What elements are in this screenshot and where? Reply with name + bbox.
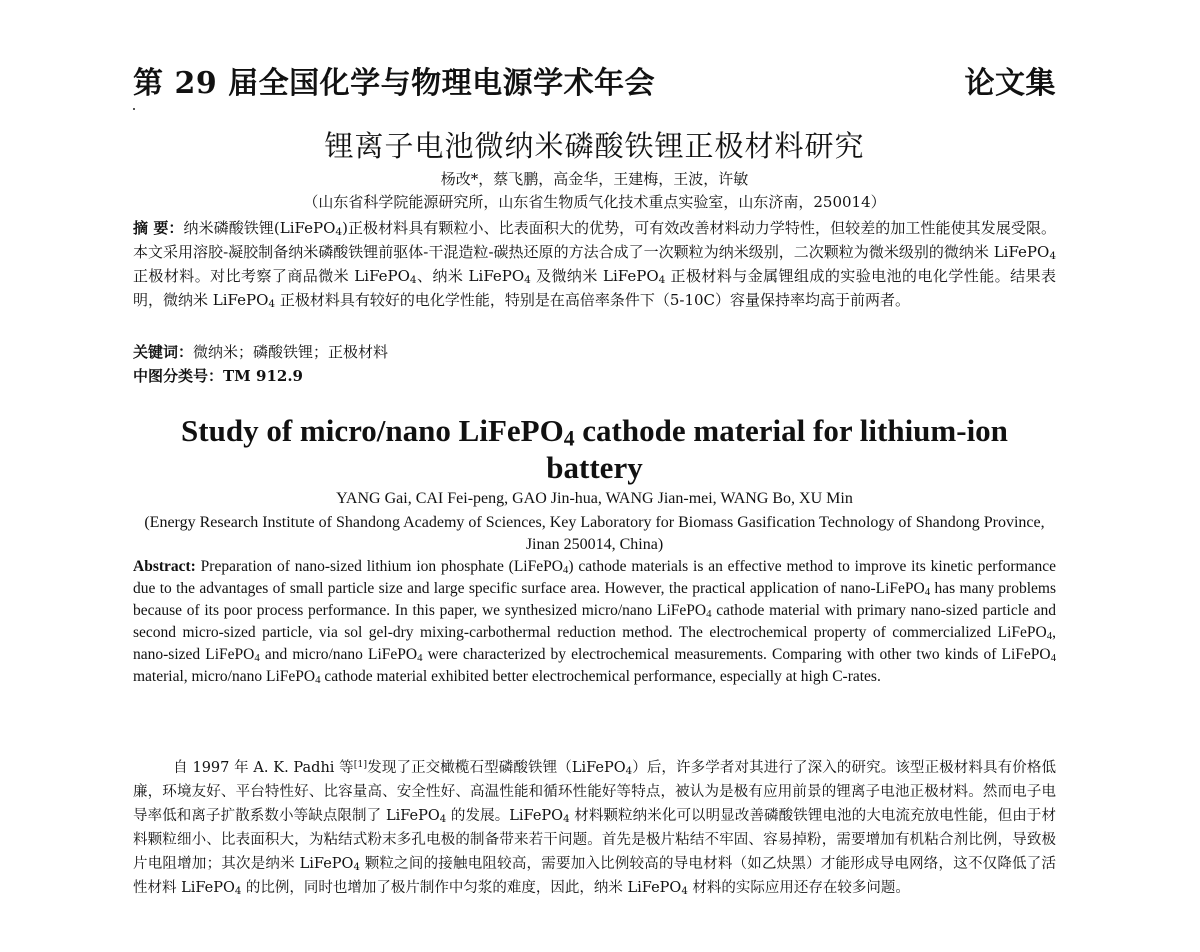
keywords-value: 微纳米；磷酸铁锂；正极材料 bbox=[193, 343, 389, 361]
abstract-text: and micro/nano LiFePO bbox=[259, 646, 418, 663]
subscript: 4 bbox=[524, 274, 531, 287]
title-text: Study of micro/nano LiFePO bbox=[181, 413, 564, 448]
abstract-text: 正极材料与金属锂组成的实验电池的电化学性能。结果表明，微纳米 LiFePO bbox=[133, 267, 1056, 309]
classification-label: 中图分类号： bbox=[133, 367, 224, 385]
chinese-affiliation: （山东省科学院能源研究所，山东省生物质气化技术重点实验室，山东济南，250014） bbox=[303, 193, 886, 211]
subscript: 4 bbox=[706, 608, 712, 621]
abstract-text: has many problems because of its poor process performance. In this paper, we synthesized micro/nano LiFePO bbox=[133, 580, 1056, 619]
abstract-text: 正极材料。对比考察了商品微米 LiFePO bbox=[133, 267, 410, 285]
body-text: 的发展。LiFePO bbox=[446, 808, 564, 824]
subscript: 4 bbox=[1049, 250, 1056, 263]
abstract-text: material, micro/nano LiFePO bbox=[133, 668, 316, 685]
abstract-text: 正极材料具有较好的电化学性能，特别是在高倍率条件下（5-10C）容量保持率均高于前两者。 bbox=[275, 291, 911, 309]
subscript: 4 bbox=[681, 886, 688, 898]
running-header bbox=[133, 58, 1056, 102]
abstract-text: cathode material exhibited better electrochemical performance, especially at high C-rates. bbox=[320, 668, 881, 685]
body-text: 自 1997 年 A. K. Padhi 等 bbox=[173, 760, 354, 776]
subscript: 4 bbox=[562, 564, 569, 577]
abstract-text: )正极材料具有颗粒小、比表面积大的优势，可有效改善材料动力学特性，但较差的加工性能使其发展受限。本文采用溶胶-凝胶制备纳米磷酸铁锂前驱体-干混造粒-碳热还原的方法合成了一次颗粒为纳米级别，二次颗粒为微米级别的微纳米 LiFePO bbox=[133, 219, 1057, 261]
conference-name: 第 29 届全国化学与物理电源学术年会 bbox=[133, 66, 656, 101]
subscript: 4 bbox=[563, 814, 570, 826]
classification-number bbox=[133, 365, 303, 386]
subscript: 4 bbox=[234, 886, 242, 898]
collection-label: 论文集 bbox=[964, 66, 1056, 101]
english-title bbox=[133, 412, 1056, 486]
abstract-text: 、纳米 LiFePO bbox=[416, 267, 525, 285]
subscript: 4 bbox=[439, 814, 447, 826]
body-text: 颗粒之间的接触电阻较高，需要加入比例较高的导电材料（如乙炔黑）才能形成导电网络，这不仅降低了活性材料 LiFePO bbox=[133, 856, 1057, 896]
chinese-authors: 杨改*，蔡飞鹏，高金华，王建梅，王波，许敏 bbox=[440, 170, 749, 188]
body-text: ）后，许多学者对其进行了深入的研究。该型正极材料具有价格低廉，环境友好、平台特性好、比容量高、安全性好、高温性能和循环性能好等特点，被认为是极有应用前景的锂离子电池正极材料。然而电子电导率低和离子扩散系数小等缺点限制了 LiFePO bbox=[133, 760, 1056, 824]
body-text: 发现了正交橄榄石型磷酸铁锂（LiFePO bbox=[367, 760, 626, 776]
subscript: 4 bbox=[335, 226, 343, 239]
citation-reference[interactable]: [1] bbox=[353, 758, 368, 770]
english-authors: YANG Gai, CAI Fei-peng, GAO Jin-hua, WANG Jian-mei, WANG Bo, XU Min bbox=[336, 490, 853, 507]
body-text: 材料的实际应用还存在较多问题。 bbox=[687, 880, 910, 896]
title-text: cathode material for lithium-ion battery bbox=[546, 413, 1008, 485]
subscript: 4 bbox=[417, 652, 423, 665]
english-affiliation: (Energy Research Institute of Shandong Academy of Sciences, Key Laboratory for Biomass Gasification Technology of Shandong Province, Jinan 250014, China) bbox=[144, 514, 1045, 553]
body-text: 的比例，同时也增加了极片制作中匀浆的难度，因此，纳米 LiFePO bbox=[241, 880, 682, 896]
classification-value: TM 912.9 bbox=[223, 367, 303, 385]
abstract-text: , nano-sized LiFePO bbox=[133, 624, 1056, 663]
chinese-keywords bbox=[133, 341, 388, 362]
abstract-text: cathode material with primary nano-sized particle and second micro-sized particle, via sol gel-dry mixing-carbothermal reduction method. The electrochemical property of commercialized LiFePO bbox=[133, 602, 1056, 641]
chinese-title: 锂离子电池微纳米磷酸铁锂正极材料研究 bbox=[324, 129, 865, 163]
introduction-paragraph bbox=[133, 756, 1056, 900]
subscript: 4 bbox=[924, 586, 931, 599]
abstract-text: were characterized by electrochemical measurements. Comparing with other two kinds of LiFePO bbox=[422, 646, 1051, 663]
subscript: 4 bbox=[1046, 630, 1053, 643]
subscript: 4 bbox=[625, 766, 633, 778]
chinese-abstract-label: 摘 要： bbox=[133, 219, 184, 237]
keywords-label: 关键词： bbox=[133, 343, 194, 361]
subscript: 4 bbox=[268, 298, 276, 311]
subscript: 4 bbox=[1050, 652, 1056, 665]
abstract-text: ) cathode materials is an effective method to improve its kinetic performance due to the advantages of small particle size and large specific surface area. However, the practical application of nano-LiFePO bbox=[133, 558, 1056, 597]
english-abstract-label: Abstract: bbox=[133, 558, 196, 575]
subscript: 4 bbox=[315, 674, 321, 687]
subscript: 4 bbox=[658, 274, 666, 287]
subscript: 4 bbox=[409, 274, 417, 287]
scan-dot bbox=[133, 108, 135, 110]
subscript: 4 bbox=[563, 426, 575, 451]
abstract-text: 纳米磷酸铁锂(LiFePO bbox=[183, 219, 336, 237]
subscript: 4 bbox=[353, 862, 360, 874]
subscript: 4 bbox=[254, 652, 260, 665]
abstract-text: Preparation of nano-sized lithium ion phosphate (LiFePO bbox=[195, 558, 563, 575]
chinese-abstract bbox=[133, 216, 1056, 312]
abstract-text: 及微纳米 LiFePO bbox=[530, 267, 659, 285]
english-abstract bbox=[133, 556, 1056, 688]
body-text: 材料颗粒纳米化可以明显改善磷酸铁锂电池的大电流充放电性能，但由于材料颗粒细小、比表面积大，为粘结式粉末多孔电极的制备带来若干问题。首先是极片粘结不牢固、容易掉粉，需要增加有机粘合剂比例，导致极片电阻增加；其次是纳米 LiFePO bbox=[133, 808, 1057, 872]
